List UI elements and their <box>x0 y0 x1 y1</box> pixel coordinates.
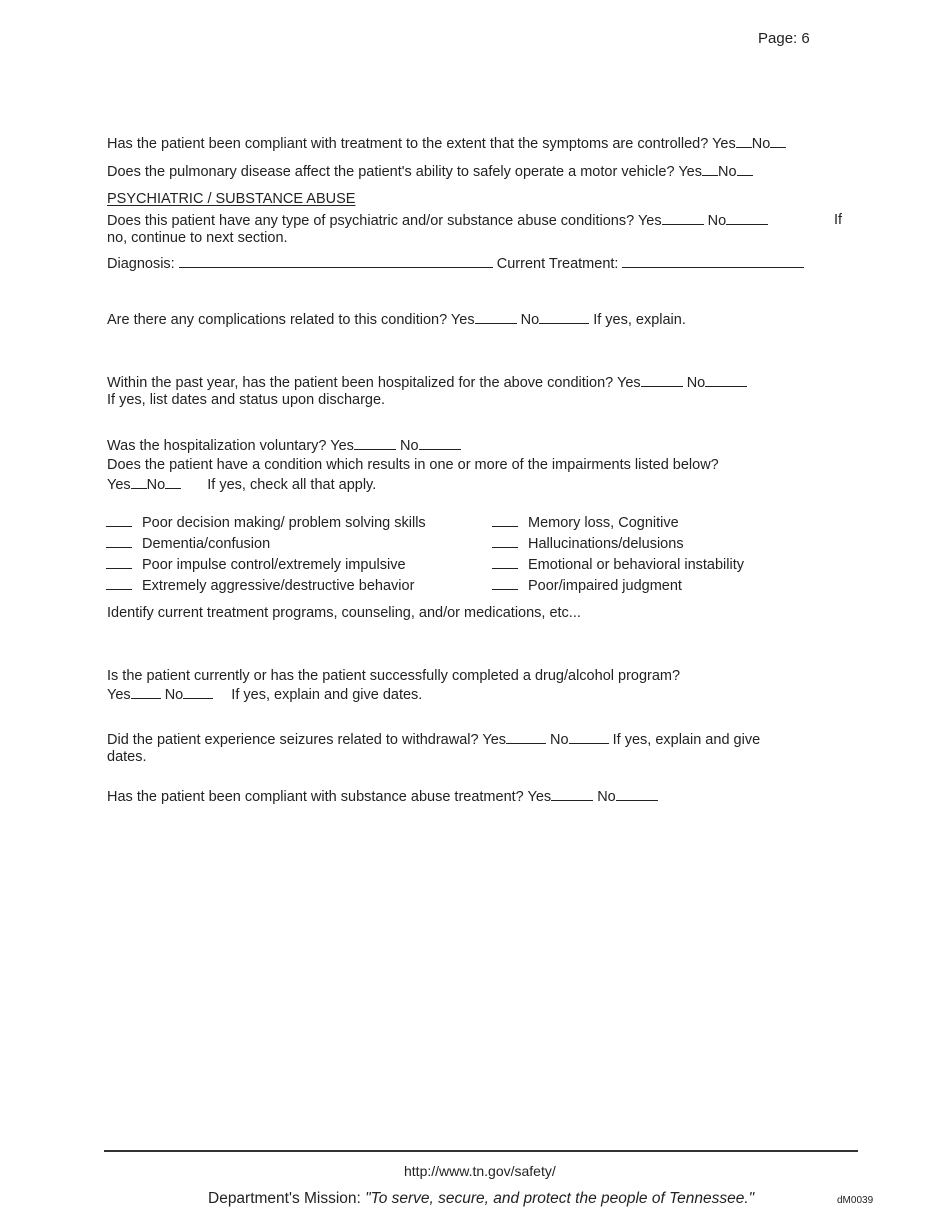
no-blank[interactable] <box>569 731 609 744</box>
page-number: Page: 6 <box>758 30 810 47</box>
no-blank[interactable] <box>705 374 747 387</box>
question-motor-vehicle <box>107 163 753 180</box>
footer-url[interactable]: http://www.tn.gov/safety/ <box>404 1163 556 1179</box>
yes-label: Yes <box>482 732 507 748</box>
yes-label: Yes <box>617 375 641 391</box>
form-code: dM0039 <box>837 1195 874 1206</box>
question-text: Was the hospitalization voluntary? <box>107 438 327 454</box>
footer-divider <box>104 1150 858 1152</box>
no-label: No <box>707 213 727 229</box>
impairment-item[interactable] <box>492 577 682 594</box>
conditions-if: If <box>834 212 843 228</box>
no-label: No <box>164 687 184 703</box>
no-blank[interactable] <box>539 311 589 324</box>
mission-label: Department's Mission: <box>208 1190 361 1207</box>
conditions-continue: no, continue to next section. <box>107 230 288 246</box>
yes-label: Yes <box>107 687 131 703</box>
if-yes-explain: If yes, explain. <box>593 312 686 328</box>
check-blank[interactable] <box>492 556 518 569</box>
yes-blank[interactable] <box>475 311 517 324</box>
diagnosis-field[interactable] <box>179 255 493 268</box>
question-impairments: Does the patient have a condition which results in one or more of the impairments listed below? <box>107 457 719 473</box>
no-blank[interactable] <box>737 163 753 176</box>
no-blank[interactable] <box>726 212 768 225</box>
impairment-label: Poor impulse control/extremely impulsive <box>142 557 406 573</box>
impairment-label: Hallucinations/delusions <box>528 536 684 552</box>
diagnosis-row <box>107 255 804 272</box>
question-voluntary <box>107 437 461 454</box>
no-label: No <box>686 375 706 391</box>
no-label: No <box>717 164 737 180</box>
question-text: Has the patient been compliant with treatment to the extent that the symptoms are controlled? <box>107 136 709 152</box>
yes-blank[interactable] <box>736 135 752 148</box>
question-text: Does the pulmonary disease affect the patient's ability to safely operate a motor vehicle? <box>107 164 675 180</box>
impairment-item[interactable] <box>106 514 426 531</box>
impairment-label: Dementia/confusion <box>142 536 271 552</box>
check-blank[interactable] <box>106 556 132 569</box>
hospitalized-followup: If yes, list dates and status upon discharge. <box>107 392 386 408</box>
question-compliant-treatment <box>107 135 786 152</box>
impairment-item[interactable] <box>106 577 414 594</box>
no-label: No <box>146 477 166 493</box>
no-blank[interactable] <box>183 686 213 699</box>
diagnosis-label: Diagnosis: <box>107 256 175 272</box>
if-yes-check: If yes, check all that apply. <box>207 477 377 493</box>
no-label: No <box>520 312 540 328</box>
yes-label: Yes <box>678 164 702 180</box>
question-conditions <box>107 212 768 229</box>
seizures-dates: dates. <box>107 749 147 765</box>
yes-blank[interactable] <box>354 437 396 450</box>
no-blank[interactable] <box>770 135 786 148</box>
yes-label: Yes <box>637 213 662 229</box>
yes-label: Yes <box>527 789 552 805</box>
no-label: No <box>751 136 771 152</box>
impairment-item[interactable] <box>492 535 684 552</box>
yes-label: Yes <box>330 438 354 454</box>
question-program: Is the patient currently or has the patient successfully completed a drug/alcohol program? <box>107 668 681 684</box>
mission-quote: "To serve, secure, and protect the people of Tennessee." <box>365 1190 755 1207</box>
yes-blank[interactable] <box>702 163 718 176</box>
yes-blank[interactable] <box>506 731 546 744</box>
question-hospitalized <box>107 374 747 391</box>
yes-blank[interactable] <box>662 212 704 225</box>
section-title: PSYCHIATRIC / SUBSTANCE ABUSE <box>107 191 356 207</box>
check-blank[interactable] <box>106 514 132 527</box>
impairment-label: Emotional or behavioral instability <box>528 557 744 573</box>
check-blank[interactable] <box>492 514 518 527</box>
check-blank[interactable] <box>106 535 132 548</box>
question-substance-compliant <box>107 788 658 805</box>
question-text: Has the patient been compliant with substance abuse treatment? <box>107 789 524 805</box>
question-text: Are there any complications related to this condition? <box>107 312 448 328</box>
current-treatment-field[interactable] <box>622 255 804 268</box>
current-treatment-label: Current Treatment: <box>496 256 619 272</box>
question-complications <box>107 311 686 328</box>
yes-blank[interactable] <box>131 476 147 489</box>
check-blank[interactable] <box>492 577 518 590</box>
no-blank[interactable] <box>165 476 181 489</box>
impairment-item[interactable] <box>106 556 406 573</box>
impairment-label: Poor decision making/ problem solving skills <box>142 515 426 531</box>
yes-label: Yes <box>450 312 475 328</box>
question-text: Within the past year, has the patient been hospitalized for the above condition? <box>107 375 614 391</box>
no-label: No <box>597 789 616 805</box>
program-answer-row <box>107 686 422 703</box>
question-text: Does this patient have any type of psychiatric and/or substance abuse conditions? <box>107 213 635 229</box>
if-yes-explain-give: If yes, explain and give <box>612 732 761 748</box>
impairment-item[interactable] <box>492 556 744 573</box>
check-blank[interactable] <box>492 535 518 548</box>
no-blank[interactable] <box>616 788 658 801</box>
impairments-answer-row <box>107 476 376 493</box>
yes-label: Yes <box>712 136 736 152</box>
yes-blank[interactable] <box>551 788 593 801</box>
yes-label: Yes <box>107 477 131 493</box>
yes-blank[interactable] <box>131 686 161 699</box>
yes-blank[interactable] <box>641 374 683 387</box>
impairment-label: Poor/impaired judgment <box>528 578 682 594</box>
check-blank[interactable] <box>106 577 132 590</box>
question-text: Did the patient experience seizures related to withdrawal? <box>107 732 479 748</box>
identify-treatment: Identify current treatment programs, counseling, and/or medications, etc... <box>107 605 581 621</box>
impairment-label: Memory loss, Cognitive <box>528 515 679 531</box>
impairment-item[interactable] <box>106 535 270 552</box>
impairment-label: Extremely aggressive/destructive behavior <box>142 578 415 594</box>
no-label: No <box>550 732 569 748</box>
question-seizures <box>107 731 760 748</box>
impairment-item[interactable] <box>492 514 679 531</box>
mission-statement <box>208 1190 754 1208</box>
if-yes-explain-dates: If yes, explain and give dates. <box>231 687 423 703</box>
no-label: No <box>399 438 419 454</box>
no-blank[interactable] <box>419 437 461 450</box>
